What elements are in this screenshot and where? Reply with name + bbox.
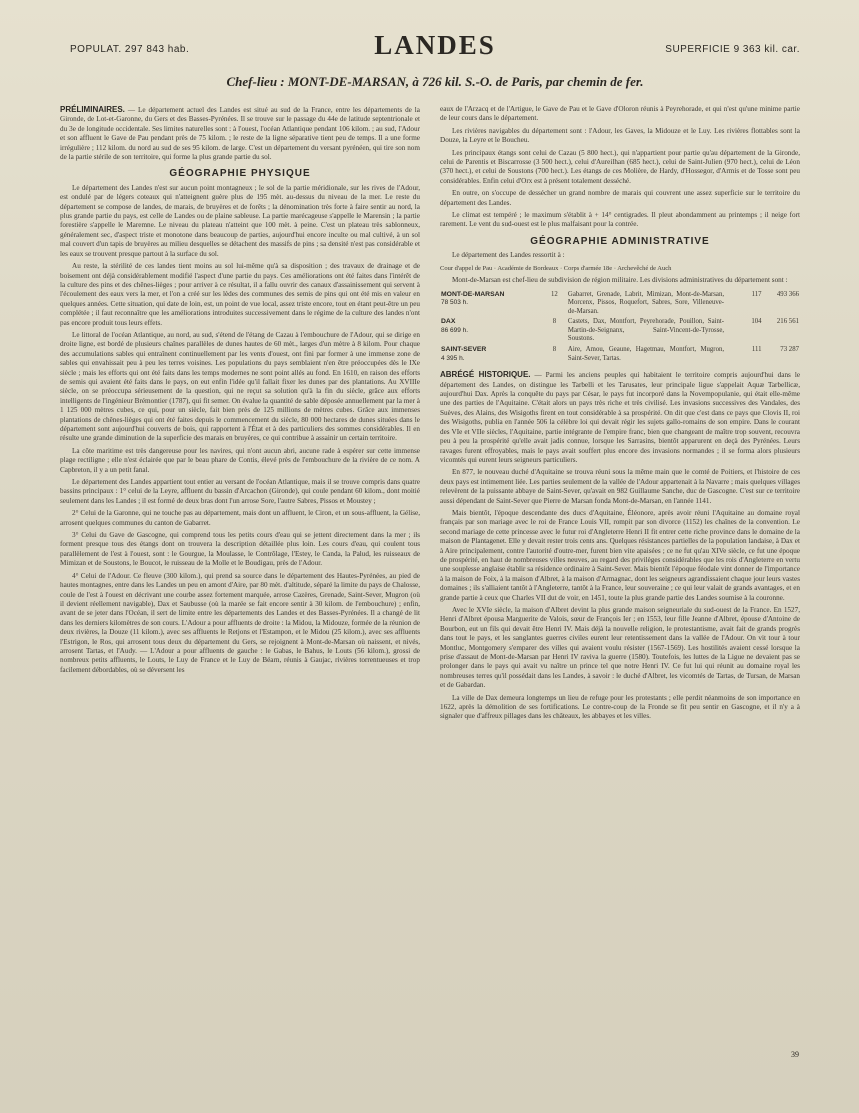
geo-physique-paragraph: 2° Celui de la Garonne, qui ne touche pas au département, mais dont un affluent, le Ciron, et un sous-affluent, la Gélise, arrosent quelques communes du canton de Gabarret. <box>60 509 420 527</box>
geo-physique-paragraph: La côte maritime est très dangereuse pour les navires, qui n'ont aucun abri, aucune rade à espérer sur cette immense plage rectiligne ; elle n'est éclairée que par le beau phare de Contis, élevé près de l'embouchure de la rivière de ce nom. A Capbreton, il y a un petit fanal. <box>60 446 420 474</box>
communes-count: 104 <box>751 318 762 326</box>
left-column <box>60 105 420 678</box>
geo-physique-paragraph: Le département des Landes appartient tout entier au versant de l'océan Atlantique, mais il se trouve compris dans quatre bassins principaux : 1° celui de la Leyre, affluent du bassin d'Arcachon (Gironde), qui coule pendant 60 kilom., dont moitié seulement dans les Landes ; il est formé de deux bras dont l'un arrose Sore, l'autre Sabres, Pissos et Moustey ; <box>60 478 420 505</box>
abrege-paragraph: Mais bientôt, l'époque descendante des ducs d'Aquitaine, Éléonore, après avoir réuni l'Aquitaine au domaine royal français par son mariage avec le roi de France Louis VII, rompit par son divorce (1152) les chaînes de la convention. Le second mariage de cette princesse avec le futur roi d'Angleterre Henri II fit entrer cette riche province dans le domaine de la maison de Plantagenet. Elle y devait rester trois cents ans. Quelques résistances partielles de la population landaise, à Dax et à Aire principalement, contre l'autorité d'outre-mer, furent bien vite apaisées ; ce ne fut qu'au XIVe siècle, ce fut une époque de prospérité, en haut de nombreuses villes neuves, au regard des privilèges considérables que les rois d'Angleterre en vertu une souplesse anglaise établir sa résidence ordinaire à Saint-Sever. Mais bientôt l'époque féodale vint donner de l'importance à la maison de Foix, à la maison d'Albret, à la maison d'Armagnac, dont les seigneurs agrandissaient chaque jour leurs vastes domaines ; ils s'alliaient tantôt à l'Angleterre, tantôt à la France, leur souveraine ; ce qui leur valait de grands avantages, et en grande partie à ceux que Charles VII dut de voir, en 1451, toute la plus grande partie des Landes soumise à la couronne. <box>440 508 800 602</box>
page-header <box>40 30 830 100</box>
department-title: LANDES <box>374 30 496 60</box>
abrege-paragraph: En 877, le nouveau duché d'Aquitaine se trouva réuni sous la même main que le comté de Poitiers, et l'histoire de ces deux pays est intimement liée. Les parties seulement de la vallée de l'Adour appartenait à la Navarre ; mais quelques villages relevèrent de la puissante abbaye de Saint-Sever, qu'avait en 982 Guillaume Sanche, duc de Gascogne. C'est sur ce territoire aussi dépendant de Saint-Sever que Pierre de Marsan fonda Mont-de-Marsan, en l'année 1141. <box>440 468 800 505</box>
geo-physique-paragraph: 3° Celui du Gave de Gascogne, qui comprend tous les petits cours d'eau qui se jettent directement dans la mer ; ils forment presque tous des étangs dont on trouvera la description détaillée plus loin. Les cours d'eau, qui coulent tous parallèlement de l'est à l'ouest, sont : le Gourgue, la Moulasse, le Contrôlage, l'Estey, le Canda, la Palud, les ruisseaux de Mimizan et de Soustons, le Boucot, le ruisseau de la Molle et le Boudigau, près de l'Adour. <box>60 531 420 568</box>
surface-value: 73 287 <box>780 346 799 354</box>
cantons-list: Castets, Dax, Montfort, Peyrehorade, Pouillon, Saint-Martin-de-Seignanx, Saint-Vincent-de-Tyrosse, Soustons. <box>567 318 725 343</box>
surface-value: 216 561 <box>776 318 799 326</box>
table-row <box>440 317 800 345</box>
abrege-paragraph: La ville de Dax demeura longtemps un lieu de refuge pour les protestants ; elle perdit néanmoins de son importance en 1622, après la démolition de ses fortifications. Le contre-coup de la Fronde se fit peu sentir en Gascogne, et il n'y a à signaler que d'affreux pillages dans les châteaux, les abbayes et les villes. <box>440 693 800 721</box>
hydro-paragraph: eaux de l'Arzacq et de l'Artigue, le Gave de Pau et le Gave d'Oloron réunis à Peyrehorade, et qui n'est qu'une minime partie de leur cours dans le département. <box>440 105 800 123</box>
superficie-label: SUPERFICIE 9 363 kil. car. <box>665 44 800 55</box>
geo-physique-paragraph: 4° Celui de l'Adour. Ce fleuve (300 kilom.), qui prend sa source dans le département des Hautes-Pyrénées, au pied de hautes montagnes, entre dans les Landes un peu en amont d'Aire, par 80 mèt. d'altitude, séparé la limite du pays de Chalosse, coule de l'est à l'ouest en décrivant une courbe assez fortement marquée, arrose Cazères, Grenade, Saint-Sever, Mugron (où il devient réellement navigable), Dax et Saubusse (où la marée se fait encore sentir à 30 kilom. de l'embouchure) ; enfin, avant de se jeter dans l'Océan, il sert de limite entre les départements des Landes et des Basses-Pyrénées. Il a changé de lit dans les derniers kilomètres de son cours. L'Adour a pour affluents de droite : la Midou, la Midouze, formée de la réunion de deux rivières, la Douze (11 kilom.), avec ses affluents le Retjons et l'Estampon, et le Midou (25 kilom.), avec ses affluents l'Estrigon, le Ros, qui arrosent tous deux du département du Gers, se rejoignent à Mont-de-Marsan où naissent, et nivés, arrosent Tartas, et l'Audy. — L'Adour a pour affluents de gauche : le Gabas, le Bahus, le Louts (56 kilom.), grossi de nombreux petits affluents, le Louts, le Luy de France et le Luy de Béarn, réunis à Gaujac, rivières torrentueuses et trop facilement débordables, où se déversent les <box>60 571 420 674</box>
surface-value: 493 366 <box>776 290 799 298</box>
cantons-count: 8 <box>552 318 557 326</box>
arrondissement-population: 4 395 h. <box>441 354 465 362</box>
table-row <box>440 345 800 364</box>
preliminaires-text: — Le département actuel des Landes est situé au sud de la France, entre les départements de la Gironde, de Lot-et-Garonne, du Gers et des Basses-Pyrénées. Il se trouve sur le passage du 44e de latitude septentrionale et du 3e de longitude occidentale. Ses limites naturelles sont : à l'ouest, l'océan Atlantique pendant 106 kilom. ; au sud, l'Adour et son affluent le Gave de Pau pendant près de 75 kilom. ; le reste de la ligne séparative tient peu de temps. Il a une forme irrégulière ; 112 kilom. du nord au sud de ses 95 kilom. de large. C'est un département du versant pyrénéen, qui tire son nom de la partie stérile de son territoire, qui forme la plus grande partie du sol. <box>60 106 420 162</box>
abrege-heading: ABRÉGÉ HISTORIQUE. <box>440 370 531 380</box>
abrege-paragraph <box>440 370 800 465</box>
abrege-paragraph: Avec le XVIe siècle, la maison d'Albret devint la plus grande maison seigneuriale du sud-ouest de la France. En 1527, Henri d'Albret épousa Marguerite de Valois, sœur de François Ier ; en 1553, leur fille Jeanne d'Albret, épouse d'Antoine de Bourbon, eut un fils qui devait être Henri IV. Mais déjà la nouvelle religion, le protestantisme, avait fait de grands progrès dans tout le pays, et les sanglantes guerres civiles eurent leur retentissement dans la vallée de l'Adour. On vit tour à tour Montluc, Montgomery s'emparer des villes qui avaient voulu résister (1567-1569). Les hostilités avaient cessé lorsque la prise d'assaut de Mont-de-Marsan par Henri IV raviva la guerre (1580). Toutefois, les luttes de la Ligue ne devaient pas se prolonger dans le pays qui avait vu naître un prince tel que notre Henri IV. Ce fut lui qui réunit au domaine royal les nombreuses terres qu'il possédait dans les Landes, à savoir : le duché d'Albret, les vicomtés de Tartas, de Tursan, de Marsan et de Gabardan. <box>440 606 800 690</box>
admin-text: Mont-de-Marsan est chef-lieu de subdivision de région militaire. Les divisions administratives du département sont : <box>452 276 788 285</box>
arrondissement-name: MONT-DE-MARSAN <box>441 290 505 298</box>
chef-lieu-line: Chef-lieu : MONT-DE-MARSAN, à 726 kil. S.-O. de Paris, par chemin de fer. <box>226 74 644 89</box>
cantons-list: Aire, Amou, Geaune, Hagetmau, Montfort, Mugron, Saint-Sever, Tartas. <box>567 346 725 362</box>
table-row <box>440 290 800 318</box>
hydro-paragraph: Les principaux étangs sont celui de Cazau (5 800 hect.), qui n'appartient pour partie qu'au département de la Gironde, celui de Parentis et Biscarrosse (3 500 hect.), celui d'Aureilhan (685 hect.), celui de Saint-Julien (970 hect.), celui de Léon (370 hect.), et celui de Soustons (700 hect.). Les étangs de ces Molière, de Hardy, d'Hossegor, d'Armis et de Tosse sont peu considérables. Enfin celui d'Orx est à présent totalement desséché. <box>440 148 800 185</box>
arrondissement-name: SAINT-SEVER <box>441 346 487 354</box>
cantons-count: 12 <box>551 290 558 298</box>
communes-count: 111 <box>751 346 762 354</box>
arrondissements-table <box>440 290 800 365</box>
climate-paragraph: Le climat est tempéré ; le maximum s'établit à + 14° centigrades. Il pleut abondamment au printemps ; il neige fort rarement. Le vent du sud-ouest est le plus malfaisant pour la contrée. <box>440 211 800 229</box>
arrondissement-name: DAX <box>441 318 456 326</box>
admin-intro: Le département des Landes ressortit à : <box>452 251 565 260</box>
page-number: 39 <box>791 1050 799 1059</box>
communes-count: 117 <box>751 290 762 298</box>
arrondissement-population: 86 699 h. <box>441 326 469 334</box>
geographie-administrative-heading: GÉOGRAPHIE ADMINISTRATIVE <box>530 235 710 247</box>
geo-physique-paragraph: Le littoral de l'océan Atlantique, au nord, au sud, s'étend de l'étang de Cazau à l'embouchure de l'Adour, qui se dirige en droite ligne, est bordé de plusieurs chaînes parallèles de dunes hautes de 60 mèt., larges d'un mètre à 8 kilom. Pour chaque des accumulations sables qui entraînent continuellement par les vents d'ouest, ont fini par former à une immense zone de sables qui envahissait peu à peu les terres voisines. Les populations du pays semblaient n'en être préoccupées dès le IXe siècle ; mais les efforts qui ont été faits dans les temps modernes ne sont point allés au fond. En 1610, en raison des efforts de semis qui avaient été faits dans le pays, on eut enfin l'idée qu'il fallait fixer les dunes par des plantations. Au XVIIIe siècle, on se préoccupa sérieusement de la question, qui ne reçut sa solution qu'à la fin du siècle, grâce aux efforts intelligents de l'ingénieur Brémontier (1787), qui fit semer. On évalue la quantité de sable déposée annuellement par la mer à 1 125 000 mètres cubes, ce qui, pour un siècle, fait bien près de 125 millions de mètres cubes. Grâce aux immenses plantations de chênes-lièges qui ont été faites depuis le commencement du siècle, 80 000 hectares de dunes situées dans le département sont aujourd'hui couverts de bois, qui rapportent à l'État et à des particuliers des sommes considérables. Il en résulte une grande diminution de la superficie des marais en bruyères, ce qui contribue à assainir un certain territoire. <box>60 330 420 443</box>
preliminaires-heading: PRÉLIMINAIRES. <box>60 105 125 114</box>
cantons-list: Gabarret, Grenade, Labrit, Mimizan, Mont-de-Marsan, Morcenx, Pissos, Roquefort, Sabres, Sore, Villeneuve-de-Marsan. <box>567 290 725 315</box>
cantons-count: 8 <box>552 346 557 354</box>
abrege-text: — Parmi les anciens peuples qui habitaient le territoire compris aujourd'hui dans le département des Landes, on distingue les Tarbelli et les Tarusates, leur principale ligue s'appelait Aquæ Tarbellicæ, aujourd'hui Dax. Après la conquête du pays par César, le pays fut incorporé dans la Novempopulanie, qui était elle-même une des parties de l'Aquitaine. C'était alors un pays très riche et très civilisé. Les invasions successives des Vandales, des Suèves, des Alains, des Wisigoths firent en tout considérable à sa prospérité. On dit que c'est dans ce pays que Clovis II, roi des Wisigoths, publia en l'année 506 la célèbre loi qui devait régir les sujets gallo-romains de son empire. Dans le courant des VIe et VIIe siècles, l'Aquitaine, partie intégrante de l'empire franc, bien que changeant de maître trop souvent, recouvra peu à peu la prospérité qu'elle avait jadis connue, lorsque les Sarrasins, bientôt apparurent en deçà des Pyrénées. Leurs ravages furent effroyables, mais le pays avait souffert plus encore des invasions normandes ; il se forma alors plusieurs vicomtés qui eurent leurs seigneurs particuliers. <box>440 371 801 464</box>
population-label: POPULAT. 297 843 hab. <box>70 44 190 55</box>
geo-physique-paragraph: Le département des Landes n'est sur aucun point montagneux ; le sol de la partie méridionale, sur les rives de l'Adour, est ondulé par de légers coteaux qui n'atteignent guère plus de 195 mèt. au-dessus du niveau de la mer. Le reste du département se compose de landes, de marais, de bruyères et de forêts ; la dénomination très forte à faire sentir au nord, la plus grande partie du pays, est celle de Landes ou de plaine sableuse. La partie marécageuse s'appelle le Marensin ; la partie forestière s'appelle le Maremne. Le niveau du plateau n'atteint que 100 mèt. à peine. C'est un plateau très sablonneux, généralement sec, d'aspect triste et monotone dans beaucoup de parties, aujourd'hui encore inculte ou mal cultivé, à un sol mal couvert d'un tapis de bruyères au milieu desquelles se détachent des massifs de pins ; sa densité n'est pas considérable et les eaux se trouvent presque partout à la surface du sol. <box>60 183 420 258</box>
hydro-paragraph: Les rivières navigables du département sont : l'Adour, les Gaves, la Midouze et le Luy. Les rivières flottables sont la Douze, la Leyre et le Boucheu. <box>440 126 800 145</box>
geographie-physique-heading: GÉOGRAPHIE PHYSIQUE <box>169 168 311 180</box>
hydro-paragraph: En outre, on s'occupe de dessécher un grand nombre de marais qui couvrent une assez superficie sur le territoire du département des Landes. <box>440 189 800 207</box>
geo-physique-paragraph: Au reste, la stérilité de ces landes tient moins au sol lui-même qu'à sa disposition ; des travaux de drainage et de boisement ont déjà considérablement modifié l'aspect d'une partie du pays. Ces améliorations ont été faites dans l'intérêt de la culture des pins et des chênes-lièges ; pour arriver à ce résultat, il a fallu ouvrir des canaux d'assainissement qui servent à l'écoulement des eaux vers la mer, et l'on a créé sur les lèdes des communes des semis de pins qui ont été mis en valeur en quelques années. Cette situation, qui date de loin, est, un point de vue local, assez triste encore, tout en étant peut-être un peu complétée ; il faut reconnaître que les améliorations introduites successivement dans le régime de la culture des landes n'ont pas encore produit tous leurs effets. <box>60 262 420 327</box>
preliminaires-paragraph <box>60 105 420 162</box>
right-column <box>440 105 800 725</box>
admin-authorities: Cour d'appel de Pau · Académie de Bordeaux · Corps d'armée 18e · Archevêché de Auch <box>440 264 672 272</box>
arrondissement-population: 78 503 h. <box>441 299 469 307</box>
